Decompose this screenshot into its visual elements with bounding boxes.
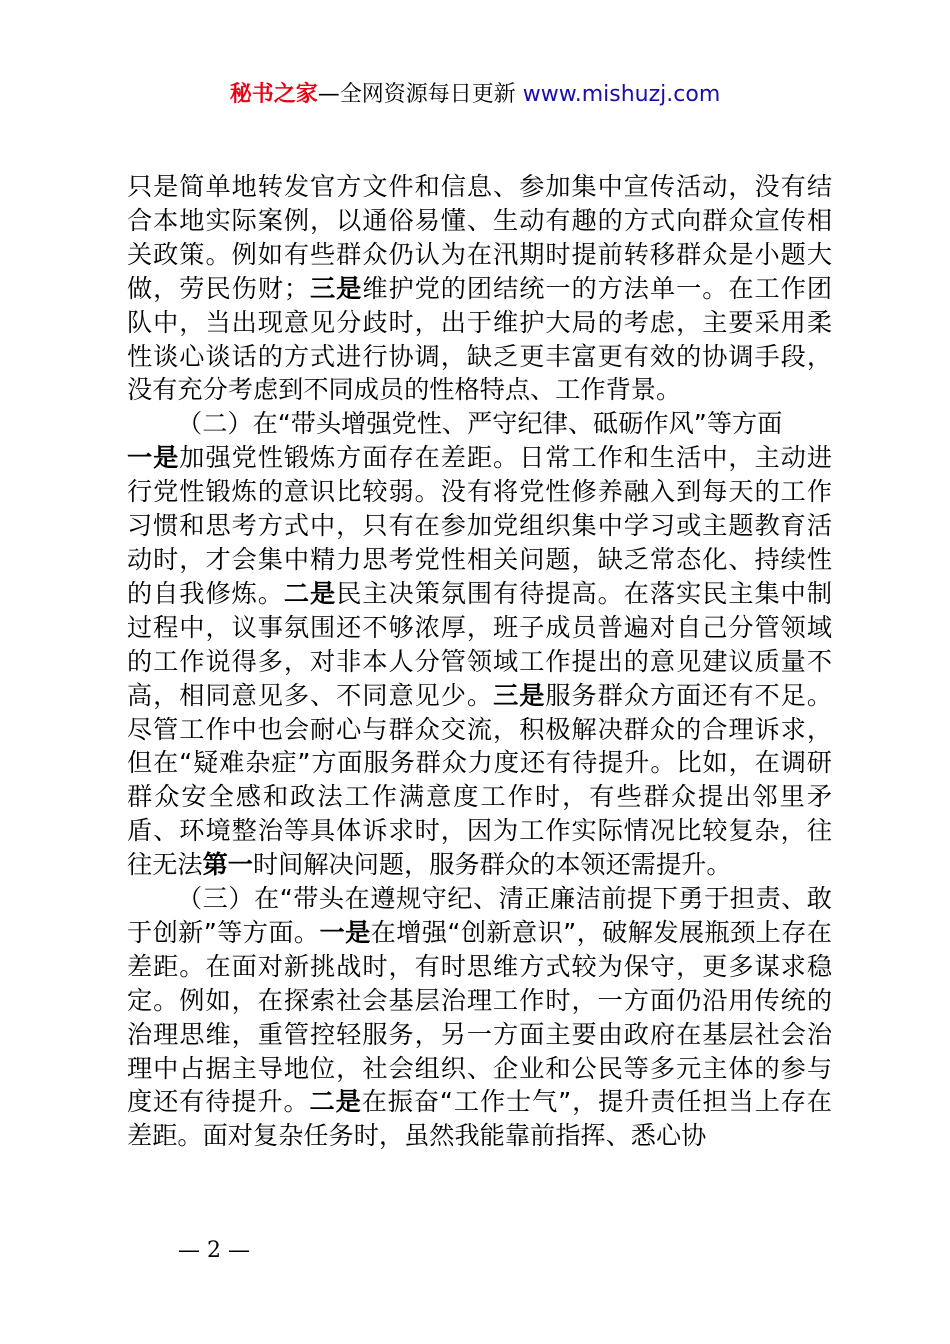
text-run: 服务群众方面还有不足。尽管工作中也会耐心与群众交流，积极解决群众的合理诉求，但在“疑难杂症”方面服务群众力度还有待提升。比如，在调研群众安全感和政法工作满意度工作时，有些群众提出邻里矛盾、环境整治等具体诉求时，因为工作实际情况比较复杂，往往无法 <box>127 680 833 880</box>
site-banner <box>0 80 950 110</box>
paragraph <box>127 407 832 441</box>
banner-url-link[interactable]: www.mishuzj.com <box>522 82 721 107</box>
bold-run: 第一 <box>202 850 253 880</box>
paragraph <box>127 170 832 407</box>
text-run: 时间解决问题，服务群众的本领还需提升。 <box>252 850 732 880</box>
bold-run: 二是 <box>309 1087 362 1117</box>
page-number: — 2 — <box>178 1238 250 1263</box>
bold-run: 三是 <box>309 273 363 303</box>
bold-run: 三是 <box>493 680 546 710</box>
banner-slogan: —全网资源每日更新 <box>317 82 523 107</box>
text-run: 民主决策氛围有待提高。在落实民主集中制过程中，议事氛围还不够浓厚，班子成员普遍对自己分管领域的工作说得多，对非本人分管领域工作提出的意见建议质量不高，相同意见多、不同意见少。 <box>127 578 833 710</box>
paragraph <box>127 882 832 1153</box>
text-run: 维护党的团结统一的方法单一。在工作团队中，当出现意见分歧时，出于维护大局的考虑，主要采用柔性谈心谈话的方式进行协调，缺乏更丰富更有效的协调手段，没有充分考虑到不同成员的性格特点、工作背景。 <box>127 273 833 405</box>
bold-run: 一是 <box>127 443 180 473</box>
text-run: 在振奋“工作士气”，提升责任担当上存在差距。面对复杂任务时，虽然我能靠前指挥、悉心协 <box>127 1087 832 1151</box>
paragraph <box>127 441 832 882</box>
text-run: 只是简单地转发官方文件和信息、参加集中宣传活动，没有结合本地实际案例，以通俗易懂、生动有趣的方式向群众宣传相关政策。例如有些群众仍认为在汛期时提前转移群众是小题大做，劳民伤财； <box>127 172 832 303</box>
text-run: （二）在“带头增强党性、严守纪律、砥砺作风”等方面 <box>177 409 783 439</box>
text-run: 加强党性锻炼方面存在差距。日常工作和生活中，主动进行党性锻炼的意识比较弱。没有将党性修养融入到每天的工作习惯和思考方式中，只有在参加党组织集中学习或主题教育活动时，才会集中精力思考党性相关问题，缺乏常态化、持续性的自我修炼。 <box>127 443 833 608</box>
document-body <box>127 170 832 1153</box>
bold-run: 一是 <box>319 917 371 947</box>
text-run: （三）在“带头在遵规守纪、清正廉洁前提下勇于担责、敢于创新”等方面。 <box>127 884 832 947</box>
text-run: 在增强“创新意识”，破解发展瓶颈上存在差距。在面对新挑战时，有时思维方式较为保守，更多谋求稳定。例如，在探索社会基层治理工作时，一方面仍沿用传统的治理思维，重管控轻服务，另一方面主要由政府在基层社会治理中占据主导地位，社会组织、企业和公民等多元主体的参与度还有待提升。 <box>127 917 832 1117</box>
bold-run: 二是 <box>283 578 337 608</box>
banner-brand: 秘书之家 <box>229 82 318 107</box>
